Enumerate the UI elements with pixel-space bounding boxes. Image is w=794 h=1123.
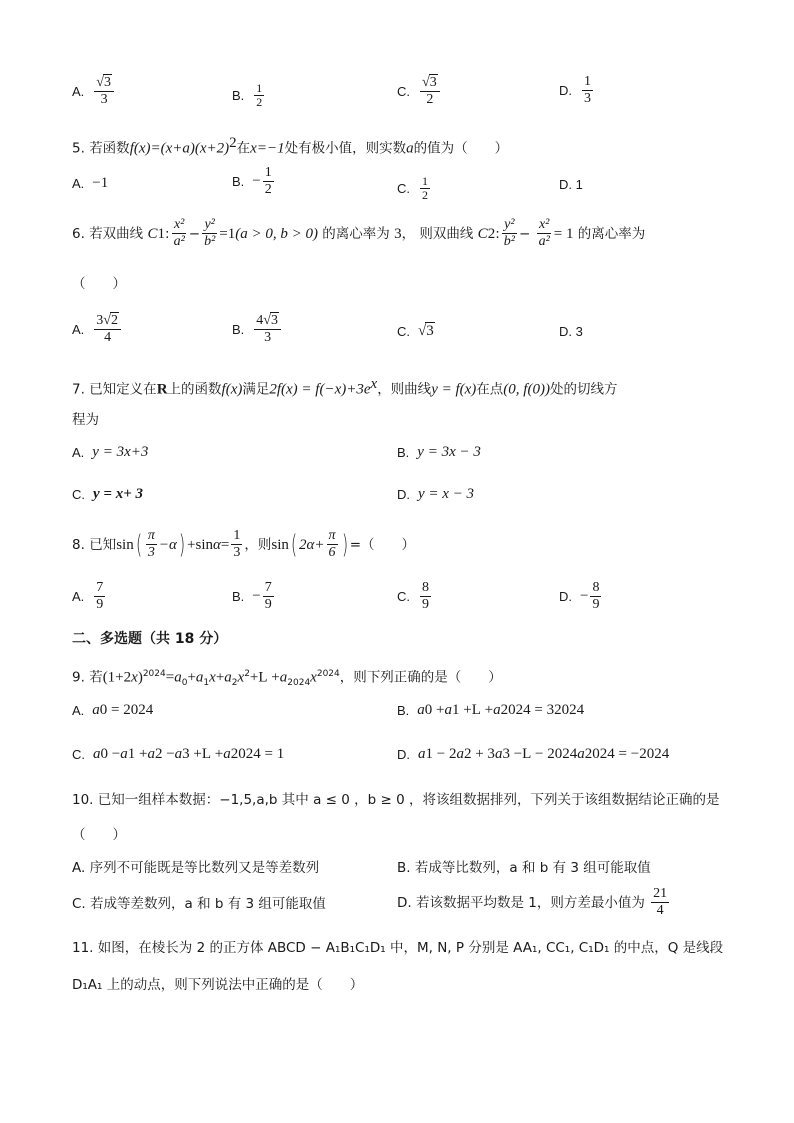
q4-option-a: A. $\frac{√3}{3}$ [72,74,116,108]
q8-option-d: D. − $\frac{8}{9}$ [559,580,600,612]
q7-stem-line2: 程为 [72,412,99,428]
q5-option-d: D. 1 [559,177,583,192]
q8-option-b: B. − $\frac{7}{9}$ [232,580,272,612]
q7-option-b: B. y = 3x − 3 [397,444,481,460]
q9-options [72,702,754,772]
q10-option-a: A. 序列不可能既是等比数列又是等差数列 [72,860,320,876]
q8-stem: 8. 已知 sin ( $\frac{\pi}{3}$ −α ) + sin α = $\frac{1}{3}$ ，则 sin ( 2α+ $\frac{\pi}{6}$ ) =（ ） [72,528,416,560]
q5-option-a: A. −1 [72,175,109,191]
q11-stem-line2: D₁A₁ 上的动点，则下列说法中正确的是（ ） [72,977,364,993]
q6-options [72,312,754,360]
q10-stem: 10. 已知一组样本数据：−1,5,a,b 其中 a ≤ 0 ，b ≥ 0 ，将该组数据排列，下列关于该组数据结论正确的是 [72,792,720,808]
q6-stem: 6. 若双曲线 C 1 : $\frac{\text{x²}}{\text{a²}}$ − $\frac{\text{y²}}{\text{b²}}$ =1 (a > 0, b > 0) 的离心率为 3 ， 则双曲线 C 2 : $\frac{\text{y²}}{\text{b²}}$ − $\frac{\text{x²}}{\text{a²}}$ = 1 的离心率为 [72,217,646,249]
q6-paren: （ ） [72,276,126,292]
q8-option-c: C. $\frac{8}{9}$ [397,580,429,612]
q10-option-d: D. 若该数据平均数是 1，则方差最小值为 $\frac{21}{4}$ [397,886,668,918]
section-heading: 二、多选题（共 18 分） [72,631,228,647]
q10-option-c: C. 若成等差数列，a 和 b 有 3 组可能取值 [72,896,326,912]
q8-options [72,580,754,624]
q10-options [72,858,754,918]
q6-option-c: C. √3 [397,323,434,339]
q10-paren: （ ） [72,827,126,843]
q5-stem: 5. 若函数$f(x)=(x+a)(x+2)^2$在x=−1处有极小值，则实数a的值为（ ） [72,135,509,157]
q9-option-d: D. a 1 − 2 a 2 + 3 a 3 −L − 2024 a 2024 = −2024 [397,746,670,762]
q9-option-c: C. a 0 − a 1 + a 2 − a 3 +L + a 2024 = 1 [72,746,285,762]
q7-options [72,444,754,514]
q7-option-c: C. y = x+ 3 [72,486,144,502]
q9-stem: 9. 若$(1+2x)^{2024}=a_0+a_1x+a_2x^2+L +a_{2024}x^{2024}$，则下列正确的是（ ） [72,669,502,689]
q5-options [72,163,754,211]
q11-stem: 11. 如图，在棱长为 2 的正方体 ABCD − A₁B₁C₁D₁ 中，M, N, P 分别是 AA₁, CC₁, C₁D₁ 的中点，Q 是线段 [72,940,724,956]
q7-option-d: D. y = x − 3 [397,486,475,502]
q4-option-c: C. $\frac{√3}{2}$ [397,74,442,108]
q7-option-a: A. y = 3x+3 [72,444,149,460]
q9-option-b: B. a 0 + a 1 +L + a 2024 = 3 2024 [397,702,585,718]
q4-options [72,70,754,120]
q5-option-c: C. $\frac{1}{2}$ [397,174,428,202]
q7-stem: 7. 已知定义在R上的函数f(x)满足$2f(x) = f(-x)+3e^x$，则曲线y = f(x)在点(0, f(0))处的切线方 [72,376,618,398]
q6-option-b: B. $\frac{4√3}{3}$ [232,312,283,346]
q6-option-d: D. 3 [559,324,583,339]
q4-option-b: B. $\frac{1}{2}$ [232,81,263,109]
q8-option-a: A. $\frac{7}{9}$ [72,580,104,612]
fraction: $\frac{√3}{3}$ [94,74,114,108]
q10-option-b: B. 若成等比数列，a 和 b 有 3 组可能取值 [397,860,651,876]
q4-option-d: D. $\frac{1}{3}$ [559,74,591,106]
q6-option-a: A. $\frac{3√2}{4}$ [72,312,123,346]
q5-option-b: B. − $\frac{1}{2}$ [232,165,272,197]
q9-option-a: A. a 0 = 2024 [72,702,154,718]
